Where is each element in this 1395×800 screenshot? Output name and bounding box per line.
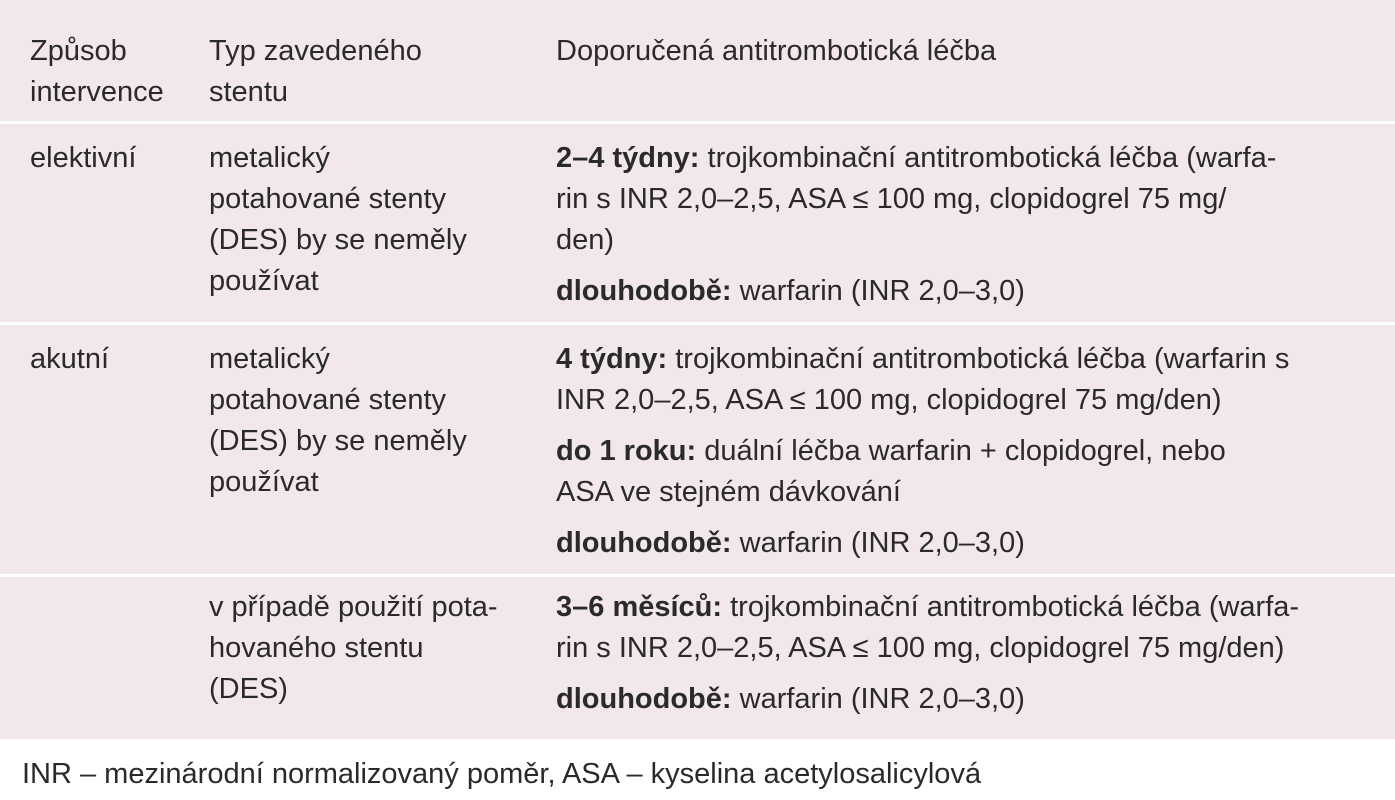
dose-line: INR 2,0–2,5, ASA ≤ 100 mg, clopidogrel 75 mg/den) bbox=[556, 384, 1222, 416]
dose-text: warfarin (INR 2,0–3,0) bbox=[731, 527, 1025, 559]
stent-line: metalický bbox=[209, 142, 330, 174]
dose-entry bbox=[556, 138, 1276, 261]
dose-line bbox=[556, 523, 1289, 564]
therapy-cell bbox=[556, 138, 1276, 312]
intervention-label: elektivní bbox=[30, 142, 137, 174]
header-intervention bbox=[30, 31, 164, 113]
stent-line: (DES) by se neměly bbox=[209, 425, 467, 457]
table-row bbox=[0, 577, 1395, 739]
header-stent-type bbox=[209, 31, 422, 113]
dose-text: trojkombinační antitrombotická léčba (warfarin s bbox=[667, 343, 1290, 375]
dose-period: 2–4 týdny: bbox=[556, 142, 700, 174]
intervention-cell bbox=[30, 138, 136, 179]
stent-line: potahované stenty bbox=[209, 384, 447, 416]
dose-line bbox=[556, 339, 1289, 380]
dose-line bbox=[556, 271, 1276, 312]
dose-text: warfarin (INR 2,0–3,0) bbox=[731, 683, 1025, 715]
dose-entry bbox=[556, 679, 1299, 720]
dose-line bbox=[556, 138, 1276, 179]
dose-entry bbox=[556, 523, 1289, 564]
table-footnote: INR – mezinárodní normalizovaný poměr, ASA – kyselina acetylosalicylová bbox=[22, 758, 982, 790]
dose-period: do 1 roku: bbox=[556, 435, 697, 467]
header-intervention-line: intervence bbox=[30, 76, 164, 108]
table-row bbox=[0, 325, 1395, 574]
dose-line: ASA ve stejném dávkování bbox=[556, 476, 901, 508]
stent-cell bbox=[209, 587, 498, 710]
header-intervention-line: Způsob bbox=[30, 35, 127, 67]
stent-line: v případě použití pota- bbox=[209, 591, 498, 623]
table-row bbox=[0, 124, 1395, 322]
dose-text: warfarin (INR 2,0–3,0) bbox=[731, 275, 1025, 307]
stent-line: metalický bbox=[209, 343, 330, 375]
stent-cell bbox=[209, 339, 467, 503]
dose-line bbox=[556, 587, 1299, 628]
dose-text: trojkombinační antitrombotická léčba (warfa- bbox=[722, 591, 1300, 623]
dose-period: dlouhodobě: bbox=[556, 275, 732, 307]
stent-line: hovaného stentu bbox=[209, 632, 424, 664]
dose-line bbox=[556, 431, 1289, 472]
dose-period: dlouhodobě: bbox=[556, 683, 732, 715]
stent-line: potahované stenty bbox=[209, 183, 447, 215]
intervention-label: akutní bbox=[30, 343, 109, 375]
therapy-cell bbox=[556, 339, 1289, 564]
dose-entry bbox=[556, 587, 1299, 669]
header-therapy bbox=[556, 31, 996, 72]
stent-line: (DES) by se neměly bbox=[209, 224, 467, 256]
dose-period: 4 týdny: bbox=[556, 343, 668, 375]
header-therapy-label: Doporučená antitrombotická léčba bbox=[556, 35, 997, 67]
header-stent-type-line: stentu bbox=[209, 76, 288, 108]
dose-period: dlouhodobě: bbox=[556, 527, 732, 559]
stent-line: používat bbox=[209, 265, 319, 297]
stent-cell bbox=[209, 138, 467, 302]
therapy-cell bbox=[556, 587, 1299, 720]
intervention-cell bbox=[30, 339, 109, 380]
dose-entry bbox=[556, 271, 1276, 312]
dose-line: den) bbox=[556, 224, 615, 256]
header-stent-type-line: Typ zavedeného bbox=[209, 35, 422, 67]
dose-entry bbox=[556, 431, 1289, 513]
dose-entry bbox=[556, 339, 1289, 421]
dose-line: rin s INR 2,0–2,5, ASA ≤ 100 mg, clopidogrel 75 mg/den) bbox=[556, 632, 1285, 664]
dose-text: trojkombinační antitrombotická léčba (warfa- bbox=[699, 142, 1277, 174]
dose-line: rin s INR 2,0–2,5, ASA ≤ 100 mg, clopidogrel 75 mg/ bbox=[556, 183, 1227, 215]
stent-line: používat bbox=[209, 466, 319, 498]
dose-text: duální léčba warfarin + clopidogrel, nebo bbox=[696, 435, 1226, 467]
dose-period: 3–6 měsíců: bbox=[556, 591, 723, 623]
dose-line bbox=[556, 679, 1299, 720]
stent-line: (DES) bbox=[209, 673, 288, 705]
table-header bbox=[0, 0, 1395, 121]
